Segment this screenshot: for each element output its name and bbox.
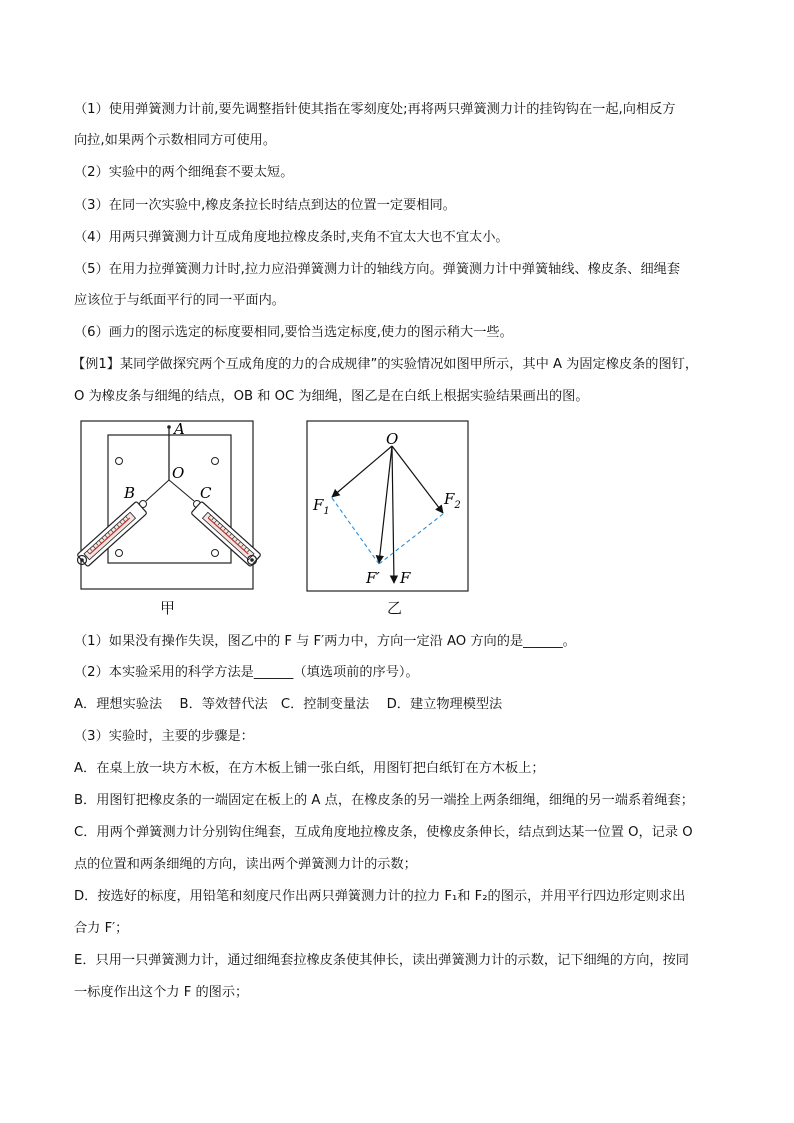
example-line-2: O 为橡皮条与细绳的结点，OB 和 OC 为细绳，图乙是在白纸上根据实验结果画出的图。 — [74, 389, 589, 404]
step-d-cont: 合力 F′； — [74, 921, 129, 936]
note-1: （1）使用弹簧测力计前,要先调整指针使其指在零刻度处;再将两只弹簧测力计的挂钩钩在一起,向相反方 — [74, 102, 676, 117]
label-a: A — [174, 420, 185, 438]
label-f: F — [400, 569, 411, 587]
label-f1: $F_1$ — [313, 496, 330, 517]
example-line-1: 【例1】某同学做探究两个互成角度的力的合成规律”的实验情况如图甲所示，其中 A 为固定橡皮条的图钉， — [72, 357, 699, 372]
step-a: A．在桌上放一块方木板，在方木板上铺一张白纸，用图钉把白纸钉在方木板上； — [74, 761, 545, 776]
spring-balance-right — [191, 501, 261, 566]
note-5-cont: 应该位于与纸面平行的同一平面内。 — [74, 293, 285, 308]
step-c-cont: 点的位置和两条细绳的方向，读出两个弹簧测力计的示数； — [74, 857, 417, 872]
label-f-prime: F′ — [366, 569, 380, 587]
note-5: （5）在用力拉弹簧测力计时,拉力应沿弹簧测力计的轴线方向。弹簧测力计中弹簧轴线、橡皮条、细绳套 — [74, 262, 681, 277]
label-o: O — [386, 430, 399, 448]
step-b: B．用图钉把橡皮条的一端固定在板上的 A 点，在橡皮条的另一端拴上两条细绳，细绳的另一端系着绳套； — [74, 793, 694, 808]
options: A．理想实验法 B．等效替代法 C．控制变量法 D．建立物理模型法 — [74, 697, 503, 712]
dash-f1-fprime — [332, 498, 379, 564]
label-c: C — [200, 484, 212, 502]
string-oc — [169, 480, 194, 501]
question-2: （2）本实验采用的科学方法是______（填选项前的序号）。 — [74, 665, 419, 680]
string-ob — [146, 480, 169, 501]
force-f2 — [392, 446, 443, 513]
question-1: （1）如果没有操作失误，图乙中的 F 与 F′两力中，方向一定沿 AO 方向的是______。 — [74, 634, 576, 649]
dash-f2-fprime — [379, 514, 443, 564]
step-e: E．只用一只弹簧测力计，通过细绳套拉橡皮条使其伸长，读出弹簧测力计的示数，记下细绳的方向，按同 — [74, 953, 689, 968]
figure-jia — [74, 418, 264, 598]
note-1-cont: 向拉,如果两个示数相同方可使用。 — [74, 133, 277, 148]
board-outer — [81, 421, 253, 589]
step-c: C．用两个弹簧测力计分别钩住绳套，互成角度地拉橡皮条，使橡皮条伸长，结点到达某一位置 O，记录 O — [74, 825, 693, 840]
caption-yi: 乙 — [387, 599, 403, 617]
note-2: （2）实验中的两个细绳套不要太短。 — [74, 165, 294, 180]
figure-yi — [304, 418, 472, 594]
question-3: （3）实验时，主要的步骤是： — [74, 729, 254, 744]
spring-balance-left — [77, 501, 147, 566]
label-f2: $F_2$ — [444, 490, 461, 511]
step-d: D．按选好的标度，用铅笔和刻度尺作出两只弹簧测力计的拉力 F₁和 F₂的图示，并用平行四边形定则求出 — [74, 889, 686, 904]
caption-jia: 甲 — [160, 599, 176, 617]
note-4: （4）用两只弹簧测力计互成角度地拉橡皮条时,夹角不宜太大也不宜太小。 — [74, 230, 509, 245]
note-6: （6）画力的图示选定的标度要相同,要恰当选定标度,使力的图示稍大一些。 — [74, 325, 513, 340]
label-o: O — [172, 464, 185, 482]
step-e-cont: 一标度作出这个力 F 的图示； — [74, 985, 249, 1000]
force-f — [392, 446, 394, 583]
force-f-prime — [379, 446, 392, 563]
force-f1 — [332, 446, 392, 497]
note-3: （3）在同一次实验中,橡皮条拉长时结点到达的位置一定要相同。 — [74, 198, 456, 213]
label-b: B — [124, 484, 136, 502]
